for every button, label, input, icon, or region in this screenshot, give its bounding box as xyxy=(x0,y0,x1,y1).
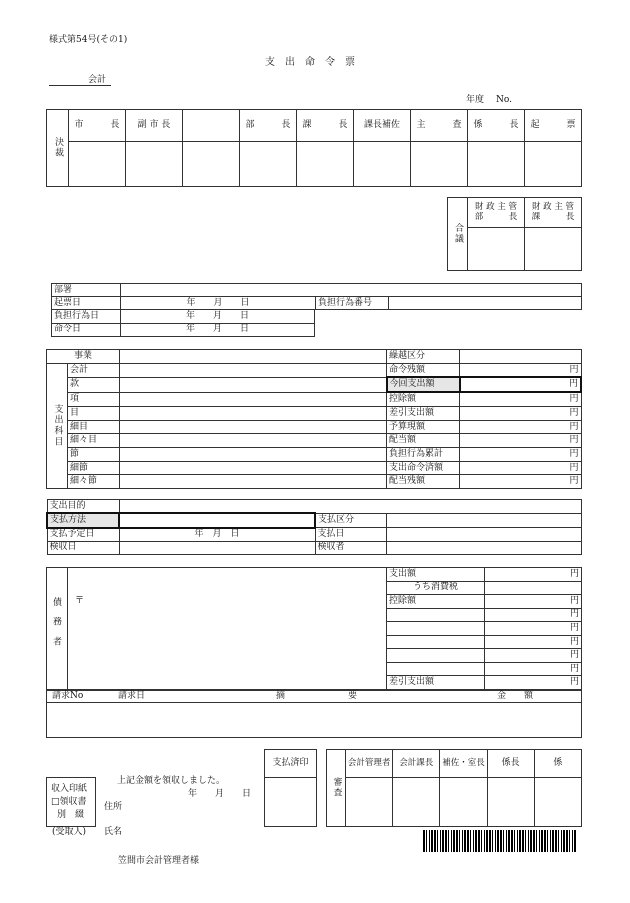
uchi-shohizei-value[interactable] xyxy=(485,581,582,595)
aigi-seal[interactable] xyxy=(525,228,582,271)
shinsa-col-kaikei-kacho: 会計課長 xyxy=(393,750,440,778)
tekiyo-label: 摘 要 xyxy=(276,691,358,701)
shinsa-seal[interactable] xyxy=(346,778,393,827)
kessai-col-shusa: 主 査 xyxy=(411,110,468,142)
shishutsu-table xyxy=(46,349,582,489)
kojo-item-yen[interactable]: 円 xyxy=(485,649,582,663)
shimei-label: 氏名 xyxy=(104,827,123,837)
uketori-label: (受取人) xyxy=(52,827,87,837)
jigyo-value[interactable] xyxy=(120,350,387,364)
konkai-shishutsu-yen[interactable]: 円 xyxy=(460,377,581,392)
saimu-amount-table xyxy=(386,567,582,690)
ryoshu-date[interactable]: 年 月 日 xyxy=(188,789,252,799)
seikyu-detail-area[interactable] xyxy=(48,704,580,736)
mokuteki-label: 支出目的 xyxy=(47,500,119,514)
kojo-label: 控除額 xyxy=(387,392,460,406)
kessai-seal[interactable] xyxy=(183,142,240,187)
kessai-col-blank xyxy=(183,110,240,142)
saisaisetsu-label: 細々節 xyxy=(68,475,120,489)
kojo-item-yen[interactable]: 円 xyxy=(485,662,582,676)
shinsa-col-kakaricho: 係長 xyxy=(487,750,534,778)
shinsa-seal[interactable] xyxy=(487,778,534,827)
form-id: 様式第54号(その1) xyxy=(49,35,128,45)
seikyu-bi-label: 請求日 xyxy=(118,691,146,701)
shiharai-bi-value[interactable] xyxy=(386,528,582,542)
shiharai-bi-label: 支払日 xyxy=(315,528,386,542)
saisaimoku-value[interactable] xyxy=(120,434,387,448)
kenshu-sha-value[interactable] xyxy=(386,541,582,554)
futan-koi-bi-label: 負担行為日 xyxy=(52,310,121,324)
kojo-item-yen[interactable]: 円 xyxy=(485,622,582,636)
busho-label: 部署 xyxy=(52,284,121,297)
kessai-col-kakaricho: 係 長 xyxy=(468,110,525,142)
postal-mark: 〒 xyxy=(75,596,85,606)
yotei-bi-label: 支払予定日 xyxy=(47,528,119,542)
shunyu-inshi-label: 収入印紙 xyxy=(51,784,88,794)
kessai-seal[interactable] xyxy=(240,142,297,187)
moku-value[interactable] xyxy=(120,407,387,421)
meirei-zangaku-yen[interactable]: 円 xyxy=(460,363,581,377)
kenshu-bi-label: 検収日 xyxy=(47,541,119,554)
shiharaizumi-label: 支払済印 xyxy=(265,750,317,778)
kojo-item[interactable] xyxy=(387,635,485,649)
saimu-divider xyxy=(67,567,68,690)
page-title: 支 出 命 令 票 xyxy=(265,57,355,68)
kessai-table xyxy=(46,109,582,187)
haito-zan-label: 配当残額 xyxy=(387,475,460,489)
saimoku-value[interactable] xyxy=(120,420,387,434)
kessai-seal[interactable] xyxy=(468,142,525,187)
jigyo-label: 事業 xyxy=(47,350,120,364)
haito-zan-yen[interactable]: 円 xyxy=(460,475,581,489)
hoho-value[interactable] xyxy=(119,513,315,527)
kurikoshi-label: 繰越区分 xyxy=(387,350,460,364)
meirei-bi-label: 命令日 xyxy=(52,323,121,337)
kessai-col-fukushicho: 副 市 長 xyxy=(126,110,183,142)
yosan-gengaku-yen[interactable]: 円 xyxy=(460,420,581,434)
kojo-item[interactable] xyxy=(387,662,485,676)
kojo-yen[interactable]: 円 xyxy=(460,392,581,406)
addressee: 笠間市会計管理者様 xyxy=(118,856,200,866)
meirei-zumi-yen[interactable]: 円 xyxy=(460,461,581,475)
hoho-label: 支払方法 xyxy=(47,513,119,527)
kessai-seal[interactable] xyxy=(354,142,411,187)
kessai-col-kacho: 課 長 xyxy=(297,110,354,142)
shinsa-side-label: 審査 xyxy=(327,750,346,827)
kojo-item[interactable] xyxy=(387,608,485,622)
shishutsu-side-label: 支出科目 xyxy=(47,363,68,488)
sashihiki-yen[interactable]: 円 xyxy=(460,407,581,421)
shiharaizumi-seal[interactable] xyxy=(265,778,317,827)
kubun-value[interactable] xyxy=(386,513,582,527)
kessai-seal[interactable] xyxy=(297,142,354,187)
futan-ruikei-label: 負担行為累計 xyxy=(387,448,460,462)
yosan-gengaku-label: 予算現額 xyxy=(387,420,460,434)
mokuteki-value[interactable] xyxy=(119,500,582,514)
kojo-item-yen[interactable]: 円 xyxy=(485,608,582,622)
aigi-seal[interactable] xyxy=(468,228,525,271)
kessai-seal[interactable] xyxy=(411,142,468,187)
jusho-label: 住所 xyxy=(104,802,123,812)
kojo-gaku-label: 控除額 xyxy=(387,595,485,609)
kaikei-kamoku-label: 会計 xyxy=(68,363,120,377)
kojo-item[interactable] xyxy=(387,649,485,663)
kaikei-kamoku-value[interactable] xyxy=(120,363,387,377)
sashihiki-label: 差引支出額 xyxy=(387,407,460,421)
busho-value[interactable] xyxy=(121,284,582,297)
futan-koi-bi-table xyxy=(51,309,315,337)
konkai-shishutsu-label: 今回支出額 xyxy=(387,377,460,392)
uchi-shohizei-label: うち消費税 xyxy=(387,581,485,595)
kihyobi-label: 起票日 xyxy=(52,297,121,310)
haito-yen[interactable]: 円 xyxy=(460,434,581,448)
saisaisetsu-value[interactable] xyxy=(120,475,387,489)
haito-label: 配当額 xyxy=(387,434,460,448)
kessai-seal[interactable] xyxy=(126,142,183,187)
busho-table xyxy=(51,283,582,297)
shinsa-seal[interactable] xyxy=(534,778,581,827)
kessai-seal[interactable] xyxy=(69,142,126,187)
shinsa-table xyxy=(326,749,582,827)
kaikei-underline xyxy=(49,85,111,86)
kan-label: 款 xyxy=(68,377,120,392)
kessai-col-shicho: 市 長 xyxy=(69,110,126,142)
kessai-col-bucho: 部 長 xyxy=(240,110,297,142)
shishutsu-gaku-yen[interactable]: 円 xyxy=(485,568,582,582)
kojo-item-yen[interactable]: 円 xyxy=(485,635,582,649)
seikyu-header-line xyxy=(46,702,582,703)
kenshu-bi-value[interactable] xyxy=(119,541,315,554)
setsu-label: 節 xyxy=(68,448,120,462)
saisaimoku-label: 細々目 xyxy=(68,434,120,448)
meirei-zumi-label: 支出命令済額 xyxy=(387,461,460,475)
purpose-table xyxy=(46,499,582,555)
aigi-side-label: 合議 xyxy=(448,198,468,271)
kojo-gaku-yen[interactable]: 円 xyxy=(485,595,582,609)
kan-value[interactable] xyxy=(120,377,387,392)
kessai-col-kihyo: 起 票 xyxy=(525,110,582,142)
meirei-zangaku-label: 命令残額 xyxy=(387,363,460,377)
ryoshu-text: 上記金額を領収しました。 xyxy=(117,776,226,786)
kihyobi-table xyxy=(51,296,582,310)
nendo-label: 年度 xyxy=(466,95,485,105)
meirei-bi-date[interactable]: 年 月 日 xyxy=(121,323,315,337)
saisetsu-label: 細節 xyxy=(68,461,120,475)
kingaku-label: 金 額 xyxy=(497,691,534,701)
shinsa-seal[interactable] xyxy=(440,778,487,827)
kihyobi-date[interactable]: 年 月 日 xyxy=(121,297,316,310)
setsu-value[interactable] xyxy=(120,448,387,462)
shinsa-col-kaikei-kanrisha: 会計管理者 xyxy=(346,750,393,778)
ko-label: 項 xyxy=(68,392,120,406)
aigi-table xyxy=(447,197,582,271)
kaikei-label: 会計 xyxy=(88,75,107,85)
no-label: No. xyxy=(496,95,512,105)
seikyu-no-label: 請求No xyxy=(52,691,84,701)
shinsa-col-kakari: 係 xyxy=(534,750,581,778)
ryoshusho-checkbox[interactable]: □領収書 xyxy=(51,797,87,807)
yotei-bi-date[interactable]: 年 月 日 xyxy=(119,528,315,542)
shinsa-seal[interactable] xyxy=(393,778,440,827)
kojo-item[interactable] xyxy=(387,622,485,636)
kubun-label: 支払区分 xyxy=(315,513,386,527)
betsu-tsuzuri-label: 別 綴 xyxy=(57,810,85,820)
kessai-side-label: 決裁 xyxy=(47,110,69,187)
kessai-col-kacho-hosa: 課長補佐 xyxy=(354,110,411,142)
shinsa-col-hosa-shitsucho: 補佐・室長 xyxy=(440,750,487,778)
ko-value[interactable] xyxy=(120,392,387,406)
futan-koi-bi-date[interactable]: 年 月 日 xyxy=(121,310,315,324)
shishutsu-gaku-label: 支出額 xyxy=(387,568,485,582)
futan-koi-bango-value[interactable] xyxy=(389,297,582,310)
sashihiki-shishutsu-label: 差引支出額 xyxy=(387,676,485,690)
futan-ruikei-yen[interactable]: 円 xyxy=(460,448,581,462)
futan-koi-bango-label: 負担行為番号 xyxy=(316,297,389,310)
kessai-seal[interactable] xyxy=(525,142,582,187)
kurikoshi-value[interactable] xyxy=(460,350,581,364)
kenshu-sha-label: 検収者 xyxy=(315,541,386,554)
sashihiki-shishutsu-yen[interactable]: 円 xyxy=(485,676,582,690)
saisetsu-value[interactable] xyxy=(120,461,387,475)
saimoku-label: 細目 xyxy=(68,420,120,434)
barcode-icon xyxy=(423,830,576,852)
saimu-address-area[interactable] xyxy=(90,582,380,682)
aigi-col-kacho: 財 政 主 管 課 長 xyxy=(525,198,582,228)
aigi-col-bucho: 財 政 主 管 部 長 xyxy=(468,198,525,228)
shiharaizumi-table xyxy=(264,749,317,827)
saimu-side-label: 債務者 xyxy=(51,597,61,657)
moku-label: 目 xyxy=(68,407,120,421)
